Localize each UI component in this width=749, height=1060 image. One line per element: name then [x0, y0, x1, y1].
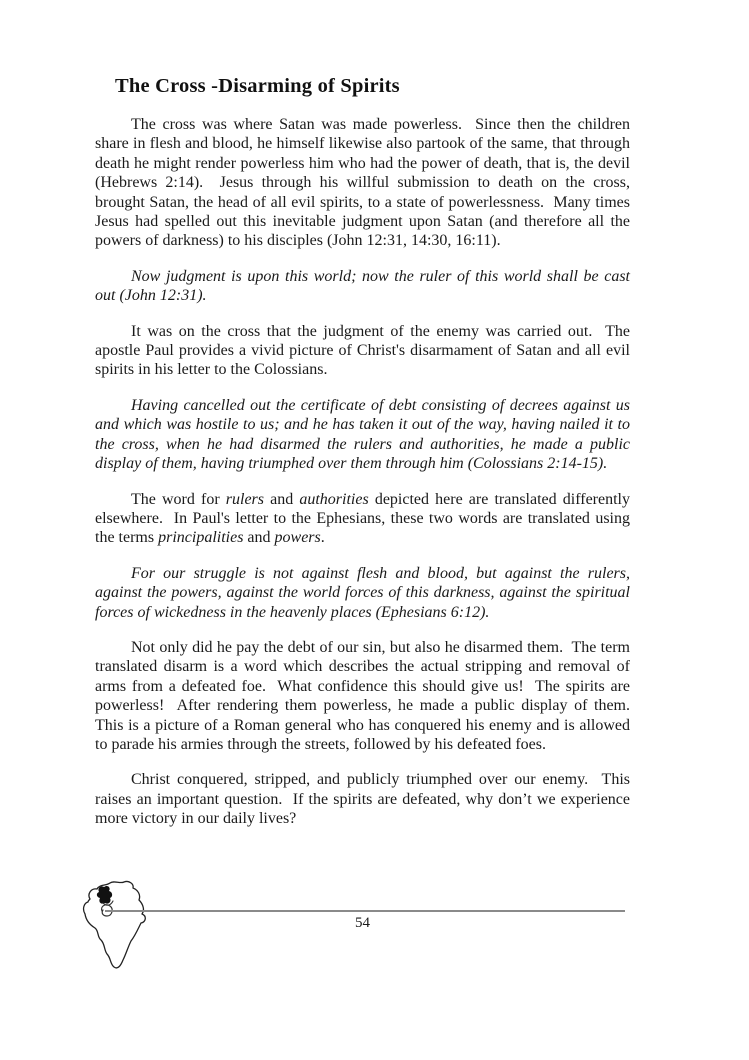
page-number: 54 — [355, 915, 370, 931]
footer-rule — [105, 910, 625, 912]
paragraph-segment: and — [243, 529, 275, 547]
paragraph-segment: and — [264, 490, 300, 508]
scripture-quote-paragraph: For our struggle is not against flesh and blood, but against the rulers, against the powers, against the world forces of this darkness, against the spiritual forces of wickedness in the heavenly places (Ephesians 6:12). — [95, 564, 634, 621]
body-paragraph: Christ conquered, stripped, and publicly triumphed over our enemy. This raises an important question. If the spirits are defeated, why don’t we experience more victory in our daily lives? — [95, 771, 634, 828]
paragraph-segment: powers — [274, 529, 321, 547]
paragraph-segment: authorities — [299, 490, 369, 508]
body-paragraph: Not only did he pay the debt of our sin, but also he disarmed them. The term translated disarm is a word which describes the actual stripping and removal of arms from a defeated foe. What confidence this should give us! The spirits are powerless! After rendering them powerless, he made a public display of them. This is a picture of a Roman general who has conquered his enemy and is allowed to parade his armies through the streets, followed by his defeated foes. — [95, 638, 638, 753]
paragraph-segment: The word for — [131, 490, 226, 508]
scripture-quote-paragraph: Now judgment is upon this world; now the ruler of this world shall be cast out (John 12:31). — [95, 267, 634, 305]
paragraph-segment: rulers — [225, 490, 265, 508]
body-paragraph — [95, 490, 634, 548]
body-paragraph: It was on the cross that the judgment of the enemy was carried out. The apostle Paul provides a vivid picture of Christ's disarmament of Satan and all evil spirits in his letter to the Colossians. — [95, 322, 634, 379]
text-column — [95, 75, 638, 845]
body-paragraph: The cross was where Satan was made powerless. Since then the children share in flesh and blood, he himself likewise also partook of the same, that through death he might render powerless him who had the power of death, that is, the devil (Hebrews 2:14). Jesus through his willful submission to death on the cross, brought Satan, the head of all evil spirits, to a state of powerlessness. Many times Jesus had spelled out this inevitable judgment upon Satan (and therefore all the powers of darkness) to his disciples (John 12:31, 14:30, 16:11). — [95, 116, 634, 250]
paragraph-segment: . — [320, 529, 325, 547]
paragraph-segment: depicted here are translated differently elsewhere. In Paul's letter to the Ephesians, these two words are translated using the terms — [95, 490, 634, 547]
scripture-quote-paragraph: Having cancelled out the certificate of debt consisting of decrees against us and which was hostile to us; and he has taken it out of the way, having nailed it to the cross, when he had disarmed the rulers and authorities, he made a public display of them, having triumphed over them through him (Colossians 2:14-15). — [95, 396, 634, 473]
page-title: The Cross -Disarming of Spirits — [115, 75, 400, 97]
paragraph-segment: principalities — [158, 529, 244, 547]
